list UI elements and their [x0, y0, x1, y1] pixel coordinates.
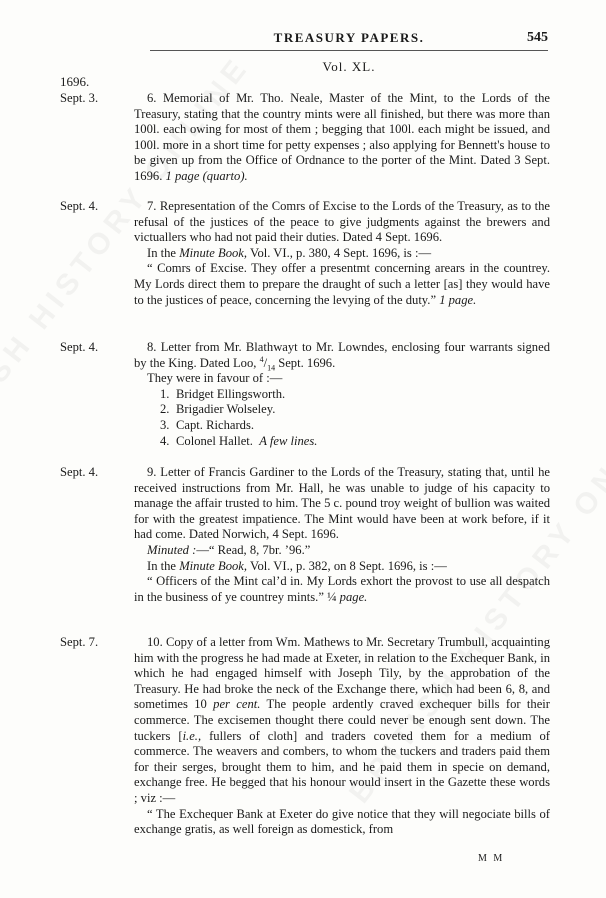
entry-paragraph — [134, 91, 550, 185]
entry-body — [134, 199, 550, 308]
list-number: 4. — [160, 433, 170, 448]
entry-extent: A few lines. — [259, 433, 318, 448]
entry-text: The people ardently craved exchequer bills for their commerce. The excisemen thought there could never be enough sent down. The tuckers [ — [134, 697, 551, 743]
running-title: TREASURY PAPERS. — [273, 30, 425, 45]
entry-extent: 1 page (quarto). — [165, 168, 248, 183]
list-item — [160, 402, 550, 418]
entry-9 — [0, 465, 606, 605]
gazette-quote: “ The Exchequer Bank at Exeter do give notice that they will negociate bills of exchange gratis, as well foreign as domestick, from — [134, 806, 550, 837]
entry-6 — [0, 91, 606, 185]
year-margin-note: 1696. — [60, 74, 90, 89]
list-item — [160, 418, 550, 434]
entry-text: 10. Copy of a letter from Wm. Mathews to Mr. Secretary Trumbull, acquainting him with the progress he had made at Exeter, in relation to the Exchequer Bank, in which he had engaged himself with Joseph Tily, by the approbation of the Treasury. He had broke the neck of the Exchange there, which had been 6, 8, and sometimes 10 — [134, 635, 551, 712]
extent-fraction: ¼ — [327, 589, 337, 604]
minute-text: In the — [147, 245, 180, 260]
entry-7 — [0, 199, 606, 308]
entry-date: Sept. 3. — [60, 91, 99, 105]
entry-10 — [0, 635, 606, 838]
minute-book-reference — [134, 246, 550, 262]
entry-paragraph: 7. Representation of the Comrs of Excise to the Lords of the Treasury, as to the refusal of the justices of the peace to give judgments against the brewers and victuallers who had not paid their duties. Dated 4 Sept. 1696. — [134, 199, 550, 245]
minute-book-title: Minute Book, — [179, 558, 248, 573]
date-fraction-denominator: 14 — [267, 363, 276, 373]
entry-text: Sept. 1696. — [275, 355, 336, 370]
list-text: Colonel Hallet. — [176, 433, 253, 448]
minute-book-title: Minute Book, — [179, 245, 248, 260]
minuted-note — [134, 543, 550, 559]
entry-extent: 1 page. — [439, 292, 477, 307]
signature-mark: M M — [478, 853, 505, 864]
minute-book-reference — [134, 559, 550, 575]
entry-extent: page. — [336, 589, 368, 604]
list-number: 3. — [160, 417, 170, 432]
list-number: 2. — [160, 402, 170, 417]
running-head — [150, 30, 548, 52]
entry-text: fullers of cloth] and traders coveted them for a medium of commerce. The weavers and combers, to whom the tuckers and traders paid them for their serges, brought them to him, and he paid them in specie on demand, exchange free. He begged that his honour would insert in the Gazette these words ; viz :— — [134, 728, 550, 805]
minute-quote — [134, 574, 550, 605]
entry-paragraph: 9. Letter of Francis Gardiner to the Lords of the Treasury, stating that, until he received instructions from Mr. Hall, he was unable to judge of his capacity to manage the affair trusted to him. The 5 c. pound troy weight of bullion was waited for with the greatest impatience. The Mint would have been at work before, if it had come. Dated Norwich, 4 Sept. 1696. — [134, 465, 550, 542]
entry-date: Sept. 4. — [60, 465, 99, 479]
minute-text: Vol. VI., p. 380, 4 Sept. 1696, is :— — [247, 245, 432, 260]
entry-body — [134, 340, 550, 449]
quote-text: “ Comrs of Excise. They offer a presentmt concerning arears in the countrey. My Lords direct them to prepare the draught of such a letter [as] they would have to the justices of peace, concerning the levying of the duty.” — [134, 261, 550, 307]
list-text: Brigadier Wolseley. — [176, 402, 276, 417]
entry-date: Sept. 7. — [60, 635, 99, 649]
minute-text: Vol. VI., p. 382, on 8 Sept. 1696, is :— — [247, 558, 447, 573]
entry-body — [134, 91, 550, 185]
entry-text: 8. Letter from Mr. Blathwayt to Mr. Lowndes, enclosing four warrants signed by the King. Dated Loo, — [134, 340, 550, 370]
entry-text-italic: i.e., — [182, 728, 202, 743]
date-fraction-numerator: 4 — [259, 354, 264, 364]
list-number: 1. — [160, 386, 170, 401]
entry-paragraph — [134, 635, 550, 807]
list-text: Bridget Ellingsworth. — [176, 386, 286, 401]
entry-text: 6. Memorial of Mr. Tho. Neale, Master of the Mint, to the Lords of the Treasury, stating that the country mints were all finished, but there was more than 100l. each owing for most of them ; begging that 100l. each might be issued, and 100l. more in a short time for petty expenses ; also applying for Bennett's house to be given up from the Office of Ordnance to the porter of the Mint. Dated 3 Sept. 1696. — [134, 91, 550, 183]
volume-heading: Vol. XL. — [322, 59, 376, 74]
entry-body — [134, 465, 550, 605]
list-item — [160, 434, 550, 450]
quote-text: “ Officers of the Mint cal’d in. My Lords exhort the provost to use all despatch in the business of ye countrey mints.” — [134, 574, 550, 604]
entry-date: Sept. 4. — [60, 199, 99, 213]
entry-text-italic: per cent. — [213, 697, 261, 712]
page-number: 545 — [527, 30, 548, 45]
warrant-list — [134, 387, 550, 449]
entry-body — [134, 635, 550, 838]
list-text: Capt. Richards. — [176, 417, 254, 432]
favour-intro: They were in favour of :— — [147, 371, 283, 386]
entry-date: Sept. 4. — [60, 340, 99, 354]
header-rule — [150, 50, 548, 51]
minuted-label: Minuted : — [147, 542, 197, 557]
list-item — [160, 387, 550, 403]
entry-8 — [0, 340, 606, 449]
minute-quote — [134, 261, 550, 308]
minuted-text: —“ Read, 8, 7br. ’96.” — [196, 542, 311, 557]
minute-text: In the — [147, 558, 180, 573]
entry-paragraph: 8. Letter from Mr. Blathwayt to Mr. Lowndes, enclosing four warrants signed by the King. Dated Loo, $^4/_{14}$ Sept. 1696. — [134, 340, 550, 373]
